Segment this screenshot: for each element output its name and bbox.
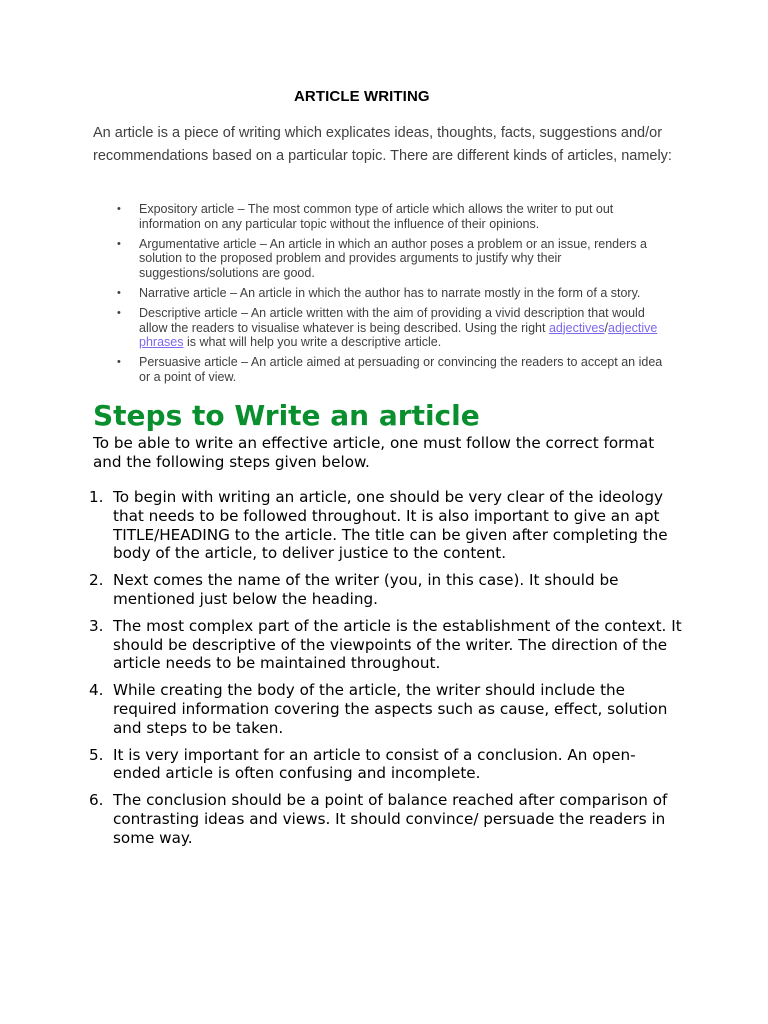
list-item-text-end: is what will help you write a descriptive article. [183,335,442,350]
step-number: 5. [89,745,104,764]
step-item [89,571,683,609]
document-title: ARTICLE WRITING [294,88,430,105]
list-item-text: Expository article – The most common type of article which allows the writer to put out information on any particular topic without the influence of their opinions. [139,202,614,231]
step-item [89,791,683,847]
step-text: While creating the body of the article, the writer should include the required information covering the aspects such as cause, effect, solution and steps to be taken. [113,681,668,737]
list-item-text: Persuasive article – An article aimed at persuading or convincing the readers to accept an idea or a point of view. [139,355,663,384]
list-item [93,237,673,281]
bullet-icon: • [117,286,121,299]
adjectives-link[interactable]: adjectives [548,320,605,335]
list-item [93,306,673,350]
slash-separator: / [604,320,609,335]
step-number: 3. [89,616,104,635]
step-text: Next comes the name of the writer (you, in this case). It should be mentioned just below the heading. [113,571,619,608]
step-number: 4. [89,681,104,700]
step-item [89,681,683,737]
step-text: The most complex part of the article is the establishment of the context. It should be descriptive of the viewpoints of the writer. The direction of the article needs to be maintained throughout. [113,616,682,673]
article-kinds-list [93,202,673,390]
list-item [93,202,673,232]
list-item-text: Descriptive article – An article written with the aim of providing a vivid description that would allow the readers to visualise whatever is being described. Using the right [139,305,645,335]
bullet-icon: • [117,237,121,250]
steps-intro-paragraph: To be able to write an effective article, one must follow the correct format and the following steps given below. [93,434,655,471]
step-number: 6. [89,791,104,810]
bullet-icon: • [117,306,121,319]
adjective-phrases-link[interactable]: adjective phrases [139,320,658,350]
step-number: 1. [89,488,104,506]
bullet-icon: • [117,356,121,369]
step-text: It is very important for an article to consist of a conclusion. An open-ended article is often confusing and incomplete. [113,745,636,783]
intro-paragraph: An article is a piece of writing which explicates ideas, thoughts, facts, suggestions and/or recommendations based on a particular topic. There are different kinds of articles, namely: [93,125,672,164]
steps-heading: Steps to Write an article [93,399,480,432]
step-item [89,488,683,563]
step-number: 2. [89,571,104,590]
step-text: To begin with writing an article, one should be very clear of the ideology that needs to be followed throughout. It is also important to give an apt TITLE/HEADING to the article. The title can be given after completing the body of the article, to deliver justice to the content. [113,488,668,563]
list-item-text: Argumentative article – An article in which an author poses a problem or an issue, renders a solution to the proposed problem and provides arguments to justify why their suggestions/solutions are good. [139,236,647,281]
step-item [89,616,683,673]
list-item [93,355,673,385]
step-item [89,745,683,784]
step-text: The conclusion should be a point of balance reached after comparison of contrasting ideas and views. It should convince/ persuade the readers in some way. [113,791,668,847]
list-item [93,286,673,301]
steps-list [89,488,683,856]
list-item-text: Narrative article – An article in which the author has to narrate mostly in the form of a story. [139,285,641,300]
bullet-icon: • [117,203,121,215]
